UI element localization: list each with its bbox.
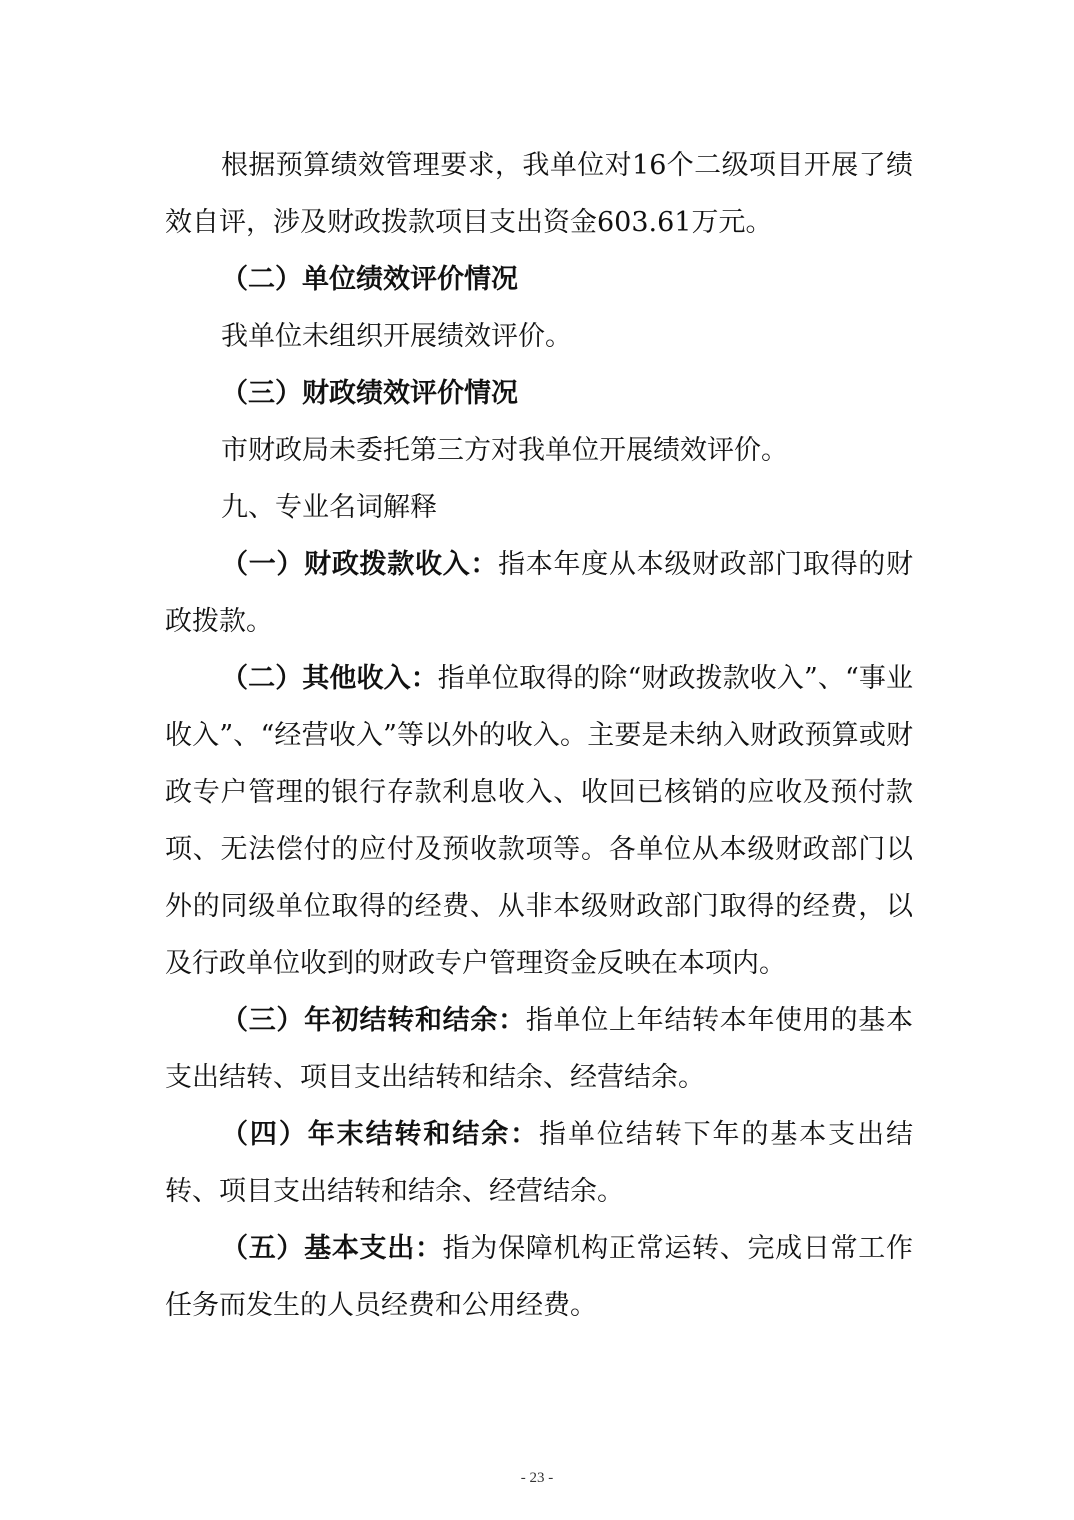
glossary-section-title: 九、专业名词解释	[221, 492, 437, 523]
finance-evaluation-heading: （三）财政绩效评价情况	[221, 378, 518, 409]
glossary-item-closing-balance	[165, 1106, 913, 1220]
glossary-term: （三）年初结转和结余：	[221, 1005, 526, 1036]
glossary-definition: 指单位上年结转本年使用的基本支出结转、项目支出结转和结余、经营结余。	[165, 1005, 914, 1093]
glossary-item-basic-expenditure	[165, 1220, 913, 1334]
document-body	[165, 137, 913, 1334]
finance-evaluation-paragraph: 市财政局未委托第三方对我单位开展绩效评价。	[221, 435, 788, 466]
glossary-definition: 指为保障机构正常运转、完成日常工作任务而发生的人员经费和公用经费。	[165, 1233, 914, 1321]
glossary-definition: 指本年度从本级财政部门取得的财政拨款。	[165, 549, 914, 637]
page-number: - 23 -	[520, 1470, 554, 1486]
glossary-term: （二）其他收入：	[221, 663, 438, 694]
glossary-term: （四）年末结转和结余：	[221, 1119, 540, 1150]
glossary-item-other-income	[165, 650, 913, 992]
unit-evaluation-paragraph: 我单位未组织开展绩效评价。	[221, 321, 572, 352]
glossary-item-opening-balance	[165, 992, 913, 1106]
glossary-definition: 指单位结转下年的基本支出结转、项目支出结转和结余、经营结余。	[165, 1119, 914, 1207]
glossary-definition: 指单位取得的除“财政拨款收入”、“事业收入”、“经营收入”等以外的收入。主要是未纳入财政预算或财政专户管理的银行存款利息收入、收回已核销的应收及预付款项、无法偿付的应付及预收款项等。各单位从本级财政部门以外的同级单位取得的经费、从非本级财政部门取得的经费，以及行政单位收到的财政专户管理资金反映在本项内。	[165, 663, 913, 979]
unit-evaluation-heading: （二）单位绩效评价情况	[221, 264, 518, 295]
glossary-term: （五）基本支出：	[221, 1233, 443, 1264]
glossary-term: （一）财政拨款收入：	[221, 549, 499, 580]
performance-self-evaluation-paragraph: 根据预算绩效管理要求，我单位对16个二级项目开展了绩效自评，涉及财政拨款项目支出资金603.61万元。	[165, 150, 913, 238]
glossary-item-fiscal-appropriation	[165, 536, 913, 650]
